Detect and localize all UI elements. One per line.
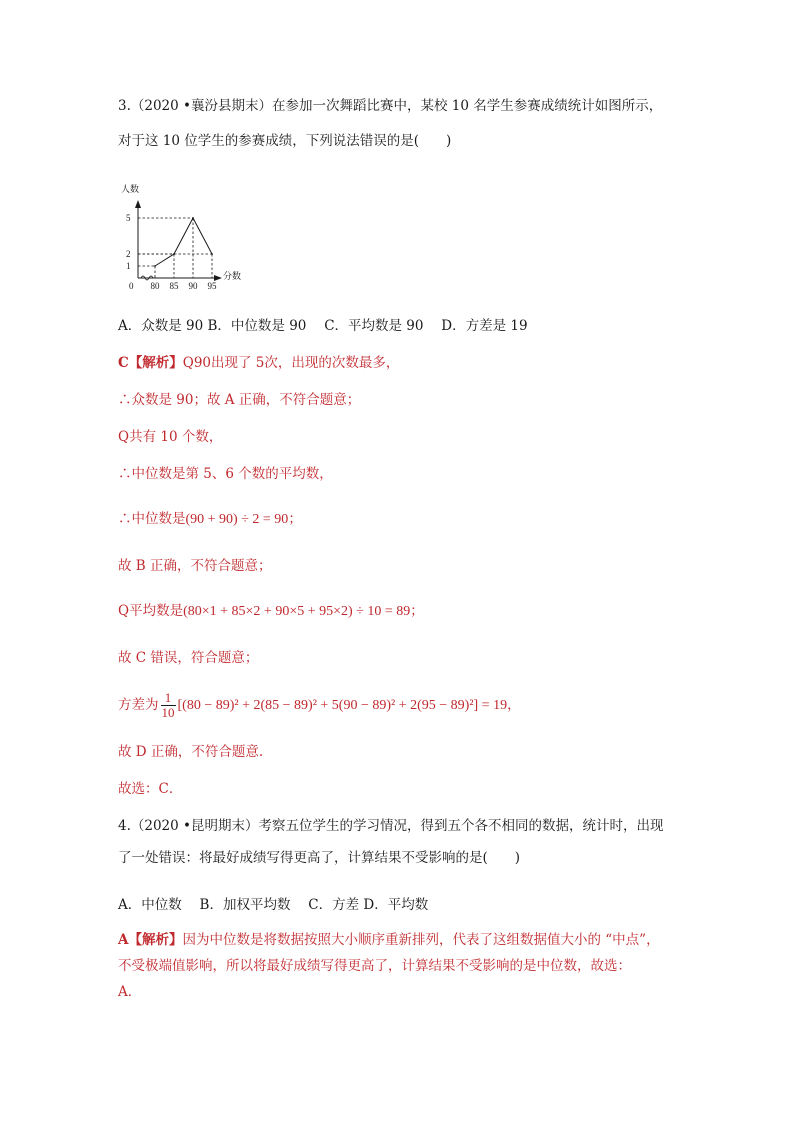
data-point [154,265,156,267]
data-point [211,253,213,255]
y-axis-arrow [135,200,141,208]
dashed-guides [138,218,212,278]
fraction-numerator: 1 [161,691,176,706]
y-tick-label: 5 [126,213,131,223]
q3-sol-line6: 故 B 正确，不符合题意； [118,558,272,574]
x-tick-label: 80 [150,281,160,291]
q3-sol-line10: 故 D 正确，不符合题意. [118,744,264,760]
x-tick-label: 95 [207,281,217,291]
score-line-chart [118,178,242,293]
y-tick-labels [126,213,131,271]
fraction-denominator: 10 [161,705,175,720]
q4-answer-tag: A【解析】 [118,932,183,948]
q3-sol-line1 [118,353,399,373]
q3-sol-line2: ∴众数是 90；故 A 正确，不符合题意； [118,392,361,408]
q3-sol-text: Q90出现了 5次，出现的次数最多， [182,355,400,371]
q3-stem-line2: 对于这 10 位学生的参赛成绩，下列说法错误的是( ) [118,133,452,149]
series-line [155,218,212,266]
data-series [154,217,213,267]
y-tick-label: 2 [126,249,131,259]
q3-sol-line5 [118,509,302,530]
q3-sol-line7-end: ； [410,603,424,619]
y-tick-label: 1 [126,261,131,271]
q4-sol-text: 因为中位数是将数据按照大小顺序重新排列，代表了这组数据值大小的 “中点”， [182,932,660,948]
x-tick-labels [151,281,218,291]
q4-sol-line1 [118,930,660,950]
variance-fraction [161,691,176,720]
x-tick-label: 85 [169,281,179,291]
q4-sol-line3: A． [118,984,142,1000]
q3-sol-line7 [118,601,424,622]
x-axis-label: 分数 [223,272,242,282]
q3-sol-line11: 故选：C． [118,781,183,797]
origin-label: 0 [129,281,134,291]
q4-options: A．中位数 B．加权平均数 C．方差 D．平均数 [118,897,429,913]
median-formula: (90 + 90) ÷ 2 = 90 [185,512,289,527]
data-point [173,253,175,255]
q4-stem-line2: 了一处错误：将最好成绩写得更高了，计算结果不受影响的是( ) [118,850,521,866]
q3-sol-line4: ∴中位数是第 5、6 个数的平均数， [118,466,333,482]
mean-formula: (80×1 + 85×2 + 90×5 + 95×2) ÷ 10 = 89 [183,604,411,619]
q3-sol-line8: 故 C 错误，符合题意； [118,650,259,666]
x-tick-label: 90 [188,281,198,291]
q3-sol-line5-end: ； [288,511,302,527]
q3-sol-line3: Q共有 10 个数， [118,429,223,445]
q4-stem-line1: 4.（2020 •昆明期末）考察五位学生的学习情况，得到五个各不相同的数据，统计时，出现 [118,818,664,834]
variance-formula: [(80 − 89)² + 2(85 − 89)² + 5(90 − 89)² + 2(95 − 89)²] = 19 [177,698,508,713]
q3-sol-line7-text: Q平均数是 [118,603,184,619]
q3-answer-tag: C【解析】 [118,355,183,371]
y-axis-label: 人数 [121,185,140,195]
axes [135,200,222,281]
q4-sol-line2: 不受极端值影响，所以将最好成绩写得更高了，计算结果不受影响的是中位数，故选： [118,958,631,974]
q3-options: A．众数是 90 B．中位数是 90 C．平均数是 90 D．方差是 19 [118,318,528,334]
q3-sol-line5-text: ∴中位数是 [118,511,186,527]
data-point [192,217,194,219]
q3-stem-line1: 3.（2020 •襄汾县期末）在参加一次舞蹈比赛中，某校 10 名学生参赛成绩统计如图所示， [118,98,663,114]
q3-sol-line9-text: 方差为 [118,697,159,713]
q3-sol-line9 [118,690,521,721]
q3-sol-line9-end: ， [507,697,521,713]
